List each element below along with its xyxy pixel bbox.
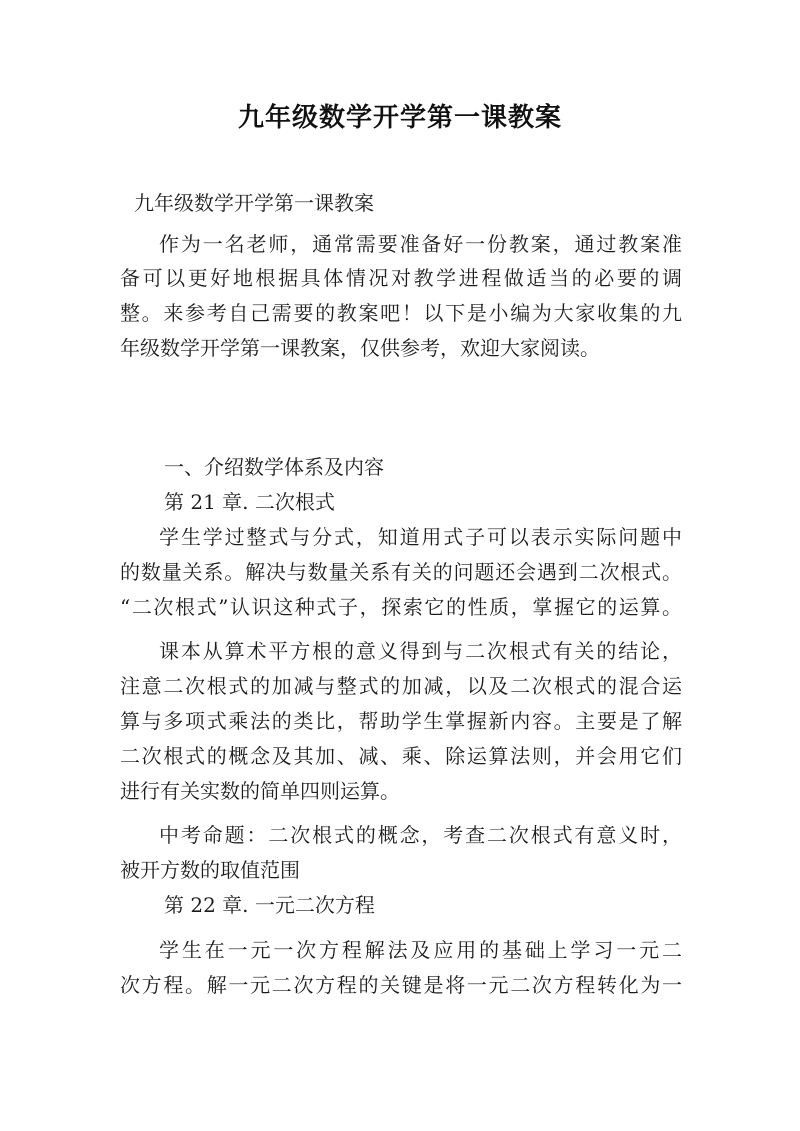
section-heading: 一、介绍数学体系及内容 bbox=[164, 455, 384, 479]
chapter-21-line-1: 学生学过整式与分式，知道用式子可以表示实际问题中 bbox=[159, 525, 682, 549]
chapter-22-line-1: 学生在一元一次方程解法及应用的基础上学习一元二 bbox=[159, 938, 682, 962]
exam-topic-line-2: 被开方数的取值范围 bbox=[120, 858, 300, 882]
chapter-22-line-2: 次方程。解一元二次方程的关键是将一元二次方程转化为一 bbox=[120, 973, 682, 997]
intro-line-4: 年级数学开学第一课教案，仅供参考，欢迎大家阅读。 bbox=[120, 336, 600, 360]
chapter-21-line-6: 算与多项式乘法的类比，帮助学生掌握新内容。主要是了解 bbox=[120, 709, 682, 733]
chapter-21-line-7: 二次根式的概念及其加、减、乘、除运算法则，并会用它们 bbox=[120, 744, 682, 768]
document-title: 九年级数学开学第一课教案 bbox=[237, 103, 562, 133]
subtitle-line: 九年级数学开学第一课教案 bbox=[134, 191, 374, 215]
chapter-21-line-4: 课本从算术平方根的意义得到与二次根式有关的结论， bbox=[159, 639, 682, 663]
chapter-21-heading: 第 21 章. 二次根式 bbox=[164, 490, 335, 514]
chapter-21-line-5: 注意二次根式的加减与整式的加减，以及二次根式的混合运 bbox=[120, 674, 682, 698]
intro-line-2: 备可以更好地根据具体情况对教学进程做适当的必要的调 bbox=[120, 266, 682, 290]
chapter-21-line-2: 的数量关系。解决与数量关系有关的问题还会遇到二次根式。 bbox=[120, 560, 682, 584]
chapter-21-line-3: “二次根式”认识这种式子，探索它的性质，掌握它的运算。 bbox=[120, 595, 682, 619]
exam-topic-line-1: 中考命题：二次根式的概念，考查二次根式有意义时， bbox=[159, 823, 682, 847]
chapter-22-heading: 第 22 章. 一元二次方程 bbox=[164, 893, 375, 917]
intro-line-1: 作为一名老师，通常需要准备好一份教案，通过教案准 bbox=[159, 232, 682, 256]
intro-line-3: 整。来参考自己需要的教案吧！以下是小编为大家收集的九 bbox=[120, 301, 682, 325]
chapter-21-line-8: 进行有关实数的简单四则运算。 bbox=[120, 779, 400, 803]
